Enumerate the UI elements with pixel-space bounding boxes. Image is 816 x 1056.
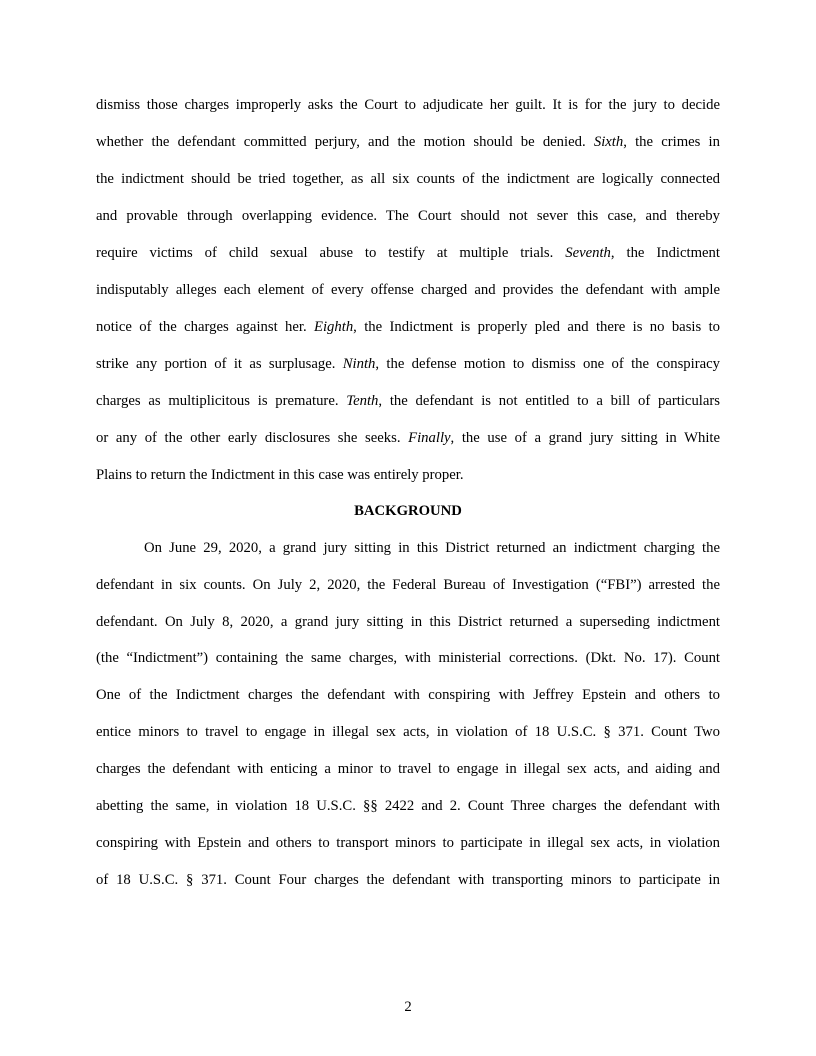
paragraph-2-line-6: entice minors to travel to engage in illegal sex acts, in violation of 18 U.S.C. § 371. Count Two — [96, 724, 720, 740]
paragraph-2-line-7: charges the defendant with enticing a minor to travel to engage in illegal sex acts, and aiding and — [96, 761, 720, 777]
page-number: 2 — [404, 999, 412, 1015]
paragraph-1-line-3 — [96, 169, 720, 189]
paragraph-2-line-1: On June 29, 2020, a grand jury sitting in this District returned an indictment charging the — [144, 540, 720, 556]
paragraph-1-line-10 — [96, 428, 720, 448]
paragraph-1-line-7 — [96, 317, 720, 337]
line-text: , the defendant is not entitled to a bill of particulars — [378, 393, 720, 409]
line-text: charges as multiplicitous is premature. — [96, 393, 347, 409]
line-text: , the crimes in — [623, 134, 720, 150]
paragraph-2-line-8: abetting the same, in violation 18 U.S.C. §§ 2422 and 2. Count Three charges the defendant with — [96, 798, 720, 814]
italic-ordinal: Ninth — [342, 356, 376, 372]
paragraph-1-line-1 — [96, 95, 720, 115]
section-heading: BACKGROUND — [354, 503, 462, 519]
paragraph-2-line-9: conspiring with Epstein and others to transport minors to participate in illegal sex acts, in violation — [96, 835, 720, 851]
paragraph-1-line-4 — [96, 206, 720, 226]
italic-ordinal: Tenth — [346, 393, 379, 409]
line-text: the indictment should be tried together, as all six counts of the indictment are logically connected — [96, 171, 720, 187]
line-text: indisputably alleges each element of every offense charged and provides the defendant with ample — [96, 282, 720, 298]
paragraph-1-line-5 — [96, 243, 720, 263]
italic-ordinal: Finally — [408, 430, 451, 446]
paragraph-2-line-2: defendant in six counts. On July 2, 2020, the Federal Bureau of Investigation (“FBI”) arrested the — [96, 577, 720, 593]
italic-ordinal: Seventh — [565, 245, 611, 261]
line-text: strike any portion of it as surplusage. — [96, 356, 343, 372]
line-text: dismiss those charges improperly asks the Court to adjudicate her guilt. It is for the jury to decide — [96, 97, 720, 113]
paragraph-1-line-2 — [96, 132, 720, 152]
line-text: , the Indictment — [610, 245, 720, 261]
italic-ordinal: Sixth — [593, 134, 624, 150]
paragraph-2-line-3: defendant. On July 8, 2020, a grand jury sitting in this District returned a superseding indictment — [96, 614, 720, 630]
italic-ordinal: Eighth — [314, 319, 354, 335]
paragraph-1-line-6 — [96, 280, 720, 300]
line-text: whether the defendant committed perjury, and the motion should be denied. — [96, 134, 594, 150]
line-text: , the use of a grand jury sitting in White — [450, 430, 720, 446]
line-text: require victims of child sexual abuse to testify at multiple trials. — [96, 245, 566, 261]
line-text: , the defense motion to dismiss one of the conspiracy — [375, 356, 720, 372]
paragraph-2-line-4: (the “Indictment”) containing the same charges, with ministerial corrections. (Dkt. No. 17). Count — [96, 650, 720, 666]
paragraph-2-line-5: One of the Indictment charges the defendant with conspiring with Jeffrey Epstein and others to — [96, 687, 720, 703]
paragraph-1-line-9 — [96, 391, 720, 411]
line-text: notice of the charges against her. — [96, 319, 314, 335]
line-text: , the Indictment is properly pled and there is no basis to — [353, 319, 720, 335]
paragraph-1-line-11 — [96, 465, 720, 485]
paragraph-2-line-10: of 18 U.S.C. § 371. Count Four charges the defendant with transporting minors to participate in — [96, 872, 720, 888]
line-text: and provable through overlapping evidence. The Court should not sever this case, and thereby — [96, 208, 720, 224]
line-text: Plains to return the Indictment in this case was entirely proper. — [96, 467, 464, 483]
line-text: or any of the other early disclosures she seeks. — [96, 430, 409, 446]
paragraph-1-line-8 — [96, 354, 720, 374]
